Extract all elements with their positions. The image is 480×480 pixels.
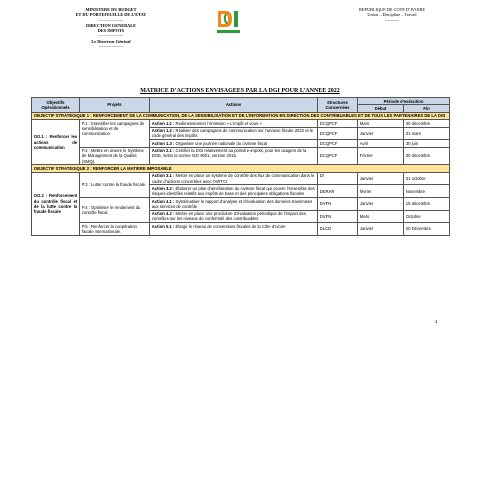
structure: DCQPCF: [318, 140, 358, 147]
ministry-name: MINISTERE DU BUDGET: [85, 7, 137, 12]
table-row: [32, 172, 450, 185]
project: P.4 : Optimiser le rendement du contrôle fiscal.: [80, 197, 150, 222]
start-period: Mars: [358, 210, 404, 223]
project: P.2 : Mettre en œuvre le Système de Management de la Qualité (SMQ).: [80, 147, 150, 165]
action: Action 1.2 : Réaliser des campagnes de communication sur l’annexe fiscale 2022 et le code général des impôts: [150, 127, 318, 140]
start-period: Janvier: [358, 197, 404, 210]
header-left: [52, 7, 170, 49]
table-row: [32, 120, 450, 127]
end-period: Novembre: [404, 185, 450, 198]
start-period: Janvier: [358, 172, 404, 185]
structure: DCQPCF: [318, 147, 358, 165]
start-period: février: [358, 185, 404, 198]
structure: DERAR: [318, 185, 358, 198]
end-period: 31 octobre: [404, 172, 450, 185]
operational-objective: OO.1 : Renforcer les actions de communication: [32, 120, 80, 165]
structure: DCQPCF: [318, 127, 358, 140]
end-period: Octobre: [404, 210, 450, 223]
header-objectifs: Objectifs Opérationnels: [32, 98, 80, 113]
header-actions: Actions: [150, 98, 318, 113]
document-title: MATRICE D’ACTIONS ENVISAGEES PAR LA DGI POUR L’ANNEE 2022: [140, 88, 340, 94]
structure: DVFN: [318, 197, 358, 210]
end-period: 30 juin: [404, 140, 450, 147]
table-row: [32, 197, 450, 210]
strategic-objective-1: OBJECTIF STRATEGIQUE 1 : RENFORCEMENT DE LA COMMUNICATION, DE LA SENSIBILISATION ET DE L’INFORMATION EN DIRECTION DES CONTRIBUABLES ET DE TOUS LES PARTENAIRES DE LA DGI: [32, 112, 450, 119]
structure: DCQPCF: [318, 120, 358, 127]
project: P.1 : Intensifier les campagnes de sensibilisation et de communication: [80, 120, 150, 147]
end-period: 20 Décembre: [404, 223, 450, 236]
header-fin: Fin: [404, 105, 450, 112]
separator: ---------------: [98, 44, 124, 50]
separator: ---------------: [98, 33, 124, 39]
director-title: Le Directeur Général: [91, 38, 131, 44]
strategic-objective-row: [32, 165, 450, 172]
header-right: [336, 7, 448, 23]
project: P.3 : Lutter contre la fraude fiscale.: [80, 172, 150, 197]
end-period: 30 décembre: [404, 120, 450, 127]
direction-taxes: DES IMPOTS: [97, 28, 125, 34]
action: Action 3.2 : Élaborer un plan d’amélioration du civisme fiscal qui couvre l’ensemble des risques identifiés relatifs aux impôts de base et des principales obligations fiscales: [150, 185, 318, 198]
page-number: 1: [435, 319, 438, 324]
separator: ---------------: [98, 17, 124, 23]
end-period: 30 décembre: [404, 147, 450, 165]
action-matrix-table: [31, 97, 450, 236]
ministry-portfolio: ET DU PORTEFEUILLE DE L’ETAT: [75, 12, 147, 18]
structure: DVFN: [318, 210, 358, 223]
national-motto: Union – Discipline – Travail: [367, 12, 417, 18]
structure: DLCD: [318, 223, 358, 236]
end-period: 31 mars: [404, 127, 450, 140]
table-row: [32, 147, 450, 165]
header-structures: Structures Concernées: [318, 98, 358, 113]
header-periode: Période d’exécution: [358, 98, 450, 105]
start-period: Janvier: [358, 223, 404, 236]
republic-name: REPUBLIQUE DE COTE D’IVOIRE: [359, 7, 425, 12]
start-period: Janvier: [358, 127, 404, 140]
action: Action 1.3 : Organiser une journée nationale du civisme fiscal: [150, 140, 318, 147]
operational-objective: OO.2 : Renforcement du contrôle fiscal et de la lutte contre la fraude fiscale: [32, 172, 80, 235]
start-period: Mars: [358, 120, 404, 127]
structure: DI: [318, 172, 358, 185]
dgi-logo: [215, 7, 242, 36]
header-debut: Début: [358, 105, 404, 112]
separator: ----------: [384, 17, 400, 23]
action: Action 5.1 : Élargir le réseau de conventions fiscales de la Côte d’Ivoire: [150, 223, 318, 236]
end-period: 15 décembre: [404, 197, 450, 210]
strategic-objective-row: [32, 112, 450, 119]
action: Action 2.1 : Certifier la DGI relativement au portail e-impots, pour les usagers de la DGE, selon la norme ISO 9001, version 2015.: [150, 147, 318, 165]
action: Action 3.1 : Mettre en place un système de contrôle des flux de communication dans le cadre d’actions concertées avec l’ARTCI: [150, 172, 318, 185]
header-projets: Projets: [80, 98, 150, 113]
action: Action 1.1 : Redimensionner l’émission « L’impôt et vous »: [150, 120, 318, 127]
project: P.5 : Renforcer la coopération fiscale internationale.: [80, 223, 150, 236]
strategic-objective-2: OBJECTIF STRATEGIQUE 2 : RENFORCER LA MATIERE IMPOSABLE: [32, 165, 450, 172]
start-period: Février: [358, 147, 404, 165]
start-period: Avril: [358, 140, 404, 147]
action: Action 4.1 : Systématiser le rapport d’analyse et d’évaluation des données transmises aux services de contrôle: [150, 197, 318, 210]
direction-name: DIRECTION GENERALE: [85, 22, 137, 28]
action: Action 4.2 : Mettre en place une procédure d’évaluation périodique de l’impact des contrôles sur les niveaux de conformité des contribuables: [150, 210, 318, 223]
table-row: [32, 223, 450, 236]
